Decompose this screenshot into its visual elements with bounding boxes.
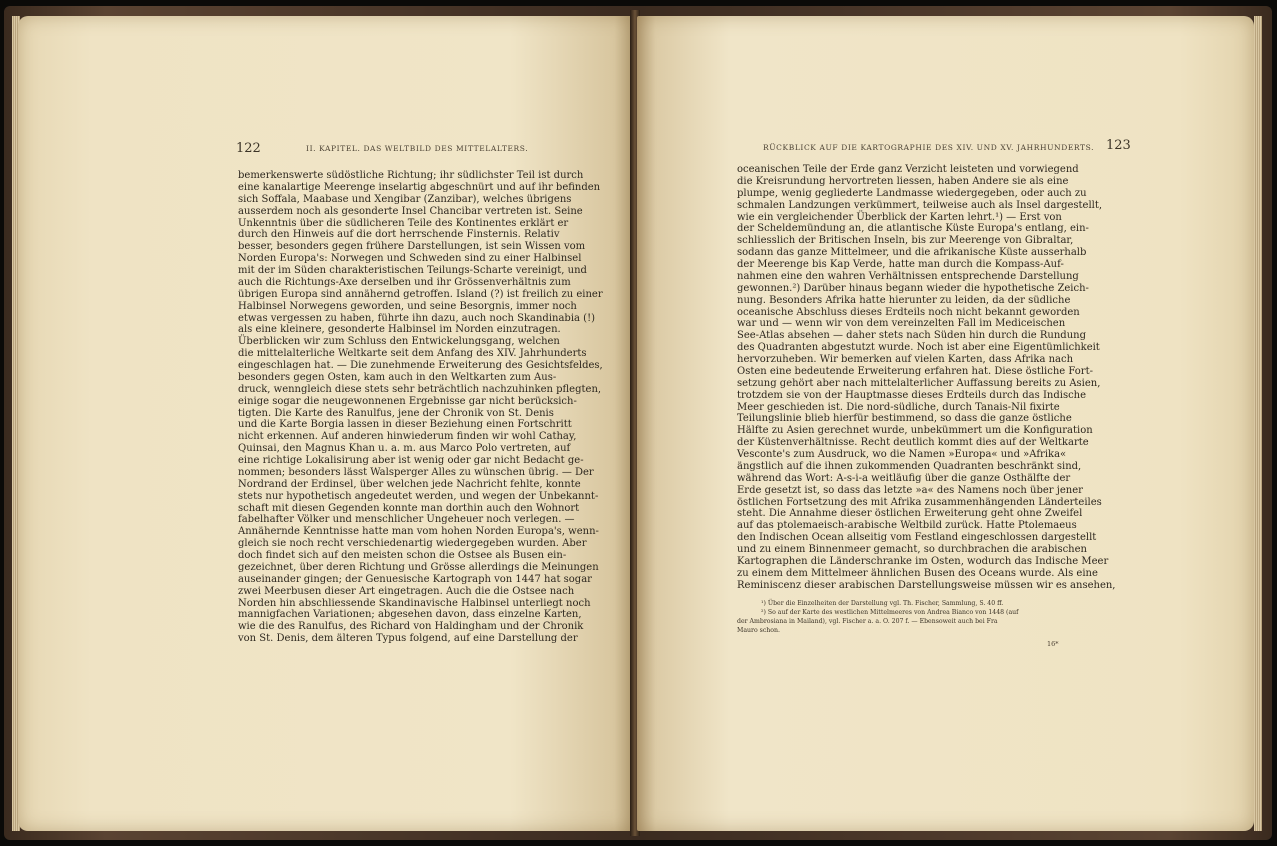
text-line: stets nur hypothetisch angedeutet werden, und wegen der Unbekannt- bbox=[238, 490, 599, 502]
signature-mark: 16* bbox=[1047, 640, 1059, 648]
text-line: auf das ptolemaeisch-arabische Weltbild zurück. Hatte Ptolemaeus bbox=[737, 520, 1077, 532]
text-line: von St. Denis, dem älteren Typus folgend, auf eine Darstellung der bbox=[238, 633, 578, 645]
text-line: hervorzuheben. Wir bemerken auf vielen Karten, dass Afrika nach bbox=[737, 354, 1074, 365]
text-line: steht. Die Annahme dieser östlichen Erweiterung geht ohne Zweifel bbox=[737, 508, 1083, 520]
footnote-line: der Ambrosiana in Mailand), vgl. Fischer a. a. O. 207 f. — Ebensoweit auch bei Fra bbox=[737, 618, 998, 625]
running-head-left: II. KAPITEL. DAS WELTBILD DES MITTELALTERS. bbox=[306, 144, 529, 153]
text-line: Überblicken wir zum Schluss den Entwickelungsgang, welchen bbox=[238, 336, 560, 348]
text-line: des Quadranten abgestutzt wurde. Noch ist aber eine Eigentümlichkeit bbox=[737, 342, 1100, 354]
right-page-edges bbox=[1254, 16, 1262, 831]
text-line: nahmen eine den wahren Verhältnissen entsprechende Darstellung bbox=[737, 270, 1079, 282]
footnote-line: ²) So auf der Karte des westlichen Mittelmeeres von Andrea Bianco von 1448 (auf bbox=[761, 609, 1019, 616]
text-line: zwei Meerbusen dieser Art eingetragen. Auch die die Ostsee nach bbox=[238, 585, 575, 597]
text-line: ängstlich auf die ihnen zukommenden Quadranten beschränkt sind, bbox=[737, 460, 1082, 472]
text-line: besonders gegen Osten, kam auch in den Weltkarten zum Aus- bbox=[238, 371, 557, 383]
text-line: während das Wort: A-s-i-a weitläufig über die ganze Osthälfte der bbox=[737, 472, 1071, 484]
text-line: bemerkenswerte südöstliche Richtung; ihr südlichster Teil ist durch bbox=[238, 170, 584, 181]
text-line: Kartographen die Länderschranke im Osten, wodurch das Indische Meer bbox=[737, 555, 1109, 567]
text-line: ausserdem noch als gesonderte Insel Chancibar vertreten ist. Seine bbox=[238, 205, 583, 217]
text-line: den Indischen Ocean allseitig vom Festland eingeschlossen dargestellt bbox=[737, 532, 1097, 544]
page-number-left: 122 bbox=[236, 141, 261, 156]
text-line: eine richtige Lokalisirung aber ist wenig oder gar nicht Bedacht ge- bbox=[238, 455, 584, 466]
text-line: Halbinsel Norwegens geworden, und seine Besorgnis, immer noch bbox=[238, 300, 577, 312]
text-line: Nordrand der Erdinsel, über welchen jede Nachricht fehlte, konnte bbox=[238, 478, 581, 490]
text-line: Meer geschieden ist. Die nord-südliche, durch Tanais-Nil fixirte bbox=[737, 401, 1060, 413]
footnotes bbox=[737, 599, 1018, 635]
text-line: gezeichnet, über deren Richtung und Grösse allerdings die Meinungen bbox=[238, 561, 599, 573]
text-line: gewonnen.²) Darüber hinaus begann wieder die hypothetische Zeich- bbox=[737, 282, 1089, 294]
text-line: Norden hin abschliessende Skandinavische Halbinsel unterliegt noch bbox=[238, 597, 591, 609]
text-line: der Küstenverhältnisse. Recht deutlich kommt dies auf der Weltkarte bbox=[737, 437, 1089, 449]
text-line: wie die des Ranulfus, des Richard von Haldingham und der Chronik bbox=[238, 621, 584, 633]
text-line: besser, besonders gegen frühere Darstellungen, ist sein Wissen vom bbox=[238, 241, 586, 253]
text-line: Annähernde Kenntnisse hatte man vom hohen Norden Europa's, wenn- bbox=[238, 526, 599, 538]
text-line: Hälfte zu Asien gerechnet wurde, unbekümmert um die Konfiguration bbox=[737, 425, 1093, 437]
text-line: doch findet sich auf den meisten schon die Ostsee als Busen ein- bbox=[238, 550, 567, 561]
text-line: als eine kleinere, gesonderte Halbinsel im Norden einzutragen. bbox=[238, 324, 561, 336]
text-line: Vesconte's zum Ausdruck, wo die Namen »Europa« und »Afrika« bbox=[737, 449, 1067, 460]
text-line: nommen; besonders lässt Walsperger Alles zu wünschen übrig. — Der bbox=[238, 466, 594, 478]
text-line: Erde gesetzt ist, so dass das letzte »a« des Namens noch über jener bbox=[737, 484, 1083, 496]
right-page bbox=[637, 16, 1254, 831]
text-line: etwas vergessen zu haben, führte ihn dazu, auch noch Skandinabia (!) bbox=[238, 312, 595, 324]
text-line: eine kanalartige Meerenge inselartig abgeschnürt und auf ihr befinden bbox=[238, 181, 601, 193]
text-line: der Meerenge bis Kap Verde, hatte man durch die Kompass-Auf- bbox=[737, 259, 1064, 270]
text-line: und zu einem Binnenmeer gemacht, so durchbrachen die arabischen bbox=[737, 544, 1087, 555]
text-line: fabelhafter Völker und menschlicher Ungeheuer noch verlegen. — bbox=[238, 514, 575, 526]
text-line: Unkenntnis über die südlicheren Teile des Kontinentes erklärt er bbox=[238, 217, 569, 229]
text-line: Norden Europa's: Norwegen und Schweden sind zu einer Halbinsel bbox=[238, 253, 582, 265]
text-line: Teilungslinie blieb hierfür bestimmend, so dass die ganze östliche bbox=[737, 413, 1072, 425]
text-line: auseinander gingen; der Genuesische Kartograph von 1447 hat sogar bbox=[238, 573, 592, 585]
text-line: trotzdem sie von der Hauptmasse dieses Erdteils durch das Indische bbox=[737, 389, 1087, 401]
text-line: durch den Hinweis auf die dort herrschende Finsternis. Relativ bbox=[238, 229, 560, 241]
text-line: tigten. Die Karte des Ranulfus, jene der Chronik von St. Denis bbox=[238, 407, 554, 419]
text-line: einige sogar die neugewonnenen Ergebnisse gar nicht berücksich- bbox=[238, 395, 577, 407]
text-line: schliesslich der Britischen Inseln, bis zur Meerenge von Gibraltar, bbox=[737, 235, 1074, 247]
text-line: nung. Besonders Afrika hatte hierunter zu leiden, da der südliche bbox=[737, 294, 1071, 306]
page-number-right: 123 bbox=[1106, 138, 1131, 153]
text-line: übrigen Europa sind annähernd getroffen. Island (?) ist freilich zu einer bbox=[238, 288, 603, 300]
running-head-right: RÜCKBLICK AUF DIE KARTOGRAPHIE DES XIV. UND XV. JAHRHUNDERTS. bbox=[763, 143, 1095, 152]
text-line: der Scheldemündung an, die atlantische Küste Europa's entlang, ein- bbox=[737, 223, 1089, 235]
footnote-line: ¹) Über die Einzelheiten der Darstellung vgl. Th. Fischer, Sammlung, S. 40 ff. bbox=[761, 600, 1004, 607]
text-line: wie ein vergleichender Überblick der Karten lehrt.¹) — Erst von bbox=[737, 211, 1062, 223]
body-text-left bbox=[238, 170, 603, 645]
text-line: druck, wenngleich diese stets sehr beträchtlich nachzuhinken pflegten, bbox=[238, 383, 602, 395]
left-page bbox=[18, 16, 633, 831]
text-line: sodann das ganze Mittelmeer, und die afrikanische Küste ausserhalb bbox=[737, 247, 1087, 259]
text-line: nicht erkennen. Auf anderen hinwiederum finden wir wohl Cathay, bbox=[238, 431, 577, 443]
text-line: war und — wenn wir von dem vereinzelten Fall im Mediceischen bbox=[737, 318, 1066, 330]
text-line: schaft mit diesen Gegenden konnte man dorthin auch den Wohnort bbox=[238, 502, 580, 514]
text-line: östlichen Fortsetzung des mit Afrika zusammenhängenden Länderteiles bbox=[737, 496, 1102, 508]
text-line: oceanische Abschluss dieses Erdteils noch nicht bekannt geworden bbox=[737, 306, 1080, 318]
text-line: gleich sie noch recht verschiedenartig wiedergegeben wurden. Aber bbox=[238, 538, 587, 550]
footnote-line: Mauro schon. bbox=[737, 627, 780, 634]
text-line: See-Atlas absehen — daher stets nach Süden hin durch die Rundung bbox=[737, 330, 1086, 342]
text-line: auch die Richtungs-Axe derselben und ihr Grössenverhältnis zum bbox=[238, 276, 571, 288]
text-line: Quinsai, den Magnus Khan u. a. m. aus Marco Polo vertreten, auf bbox=[238, 443, 571, 455]
text-line: schmalen Landzungen verkümmert, teilweise auch als Insel dargestellt, bbox=[737, 199, 1103, 211]
text-line: zu einem dem Mittelmeer ähnlichen Busen des Oceans wurde. Als eine bbox=[737, 567, 1098, 579]
text-line: die mittelalterliche Weltkarte seit dem Anfang des XIV. Jahrhunderts bbox=[238, 348, 587, 360]
body-text-right bbox=[737, 164, 1116, 592]
text-line: Osten eine bedeutende Erweiterung erfahren hat. Diese östliche Fort- bbox=[737, 365, 1093, 377]
text-line: eingeschlagen hat. — Die zunehmende Erweiterung des Gesichtsfeldes, bbox=[238, 360, 603, 371]
text-line: plumpe, wenig gegliederte Landmasse wiedergegeben, oder auch zu bbox=[737, 187, 1087, 199]
text-line: die Kreisrundung hervortreten liessen, haben Andere sie als eine bbox=[737, 175, 1069, 187]
text-line: sich Soffala, Maabase und Xengibar (Zanzibar), welches übrigens bbox=[238, 193, 572, 205]
text-line: mannigfachen Variationen; abgesehen davon, dass einzelne Karten, bbox=[238, 609, 582, 621]
text-line: oceanischen Teile der Erde ganz Verzicht leisteten und vorwiegend bbox=[737, 164, 1079, 175]
text-line: mit der im Süden charakteristischen Teilungs-Scharte vereinigt, und bbox=[238, 265, 587, 276]
text-line: setzung gehört aber nach mittelalterlicher Auffassung bereits zu Asien, bbox=[737, 377, 1101, 389]
text-line: Reminiscenz dieser arabischen Darstellungsweise müssen wir es ansehen, bbox=[737, 579, 1116, 591]
text-line: und die Karte Borgia lassen in dieser Beziehung einen Fortschritt bbox=[238, 419, 572, 431]
